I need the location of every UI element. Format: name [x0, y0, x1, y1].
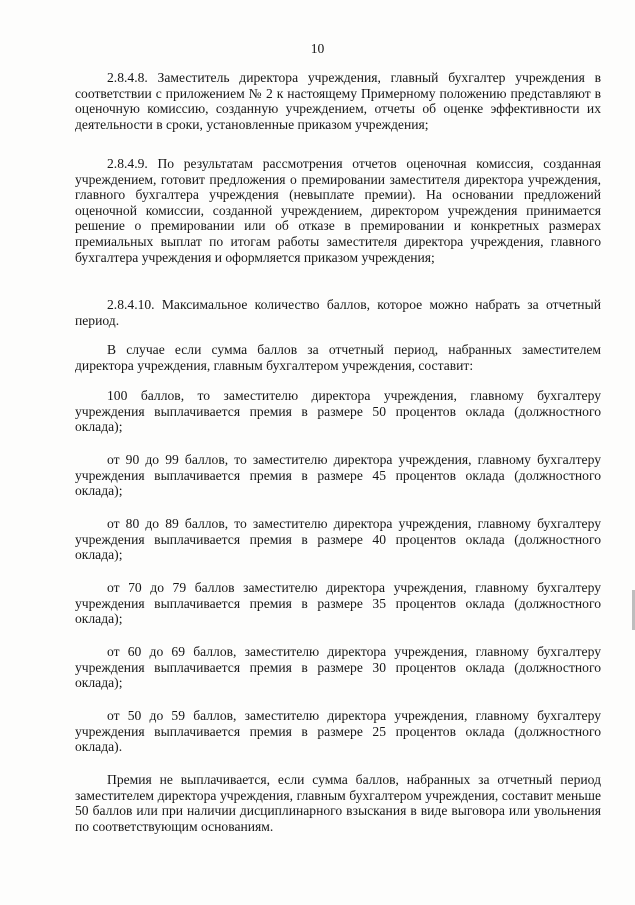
paragraph-score-80-89: от 80 до 89 баллов, то заместителю директора учреждения, главному бухгалтеру учреждения выплачивается премия в размере 40 процентов оклада (должностного оклада);	[75, 516, 601, 563]
page-number: 10	[310, 41, 325, 56]
paragraph-score-100: 100 баллов, то заместителю директора учреждения, главному бухгалтеру учреждения выплачивается премия в размере 50 процентов оклада (должностного оклада);	[75, 388, 601, 435]
paragraph-2-8-4-8: 2.8.4.8. Заместитель директора учреждения, главный бухгалтер учреждения в соответствии с приложением № 2 к настоящему Примерному положению представляют в оценочную комиссию, созданную учреждением, отчеты об оценке эффективности их деятельности в сроки, установленные приказом учреждения;	[75, 70, 601, 132]
paragraph-score-50-59: от 50 до 59 баллов, заместителю директора учреждения, главному бухгалтеру учреждения выплачивается премия в размере 25 процентов оклада (должностного оклада).	[75, 708, 601, 755]
paragraph-score-70-79: от 70 до 79 баллов заместителю директора учреждения, главному бухгалтеру учреждения выплачивается премия в размере 35 процентов оклада (должностного оклада);	[75, 580, 601, 627]
paragraph-2-8-4-9: 2.8.4.9. По результатам рассмотрения отчетов оценочная комиссия, созданная учреждением, готовит предложения о премировании заместителя директора учреждения, главного бухгалтера учреждения (невыплате премии). На основании предложений оценочной комиссии, созданной учреждением, директором учреждения принимается решение о премировании или об отказе в премировании и конкретных размерах премиальных выплат по итогам работы заместителя директора учреждения, главного бухгалтера учреждения и оформляется приказом учреждения;	[75, 156, 601, 265]
paragraph-2-8-4-10: 2.8.4.10. Максимальное количество баллов, которое можно набрать за отчетный период.	[75, 297, 601, 328]
paragraph-no-bonus: Премия не выплачивается, если сумма баллов, набранных за отчетный период заместителем директора учреждения, главным бухгалтером учреждения, составит меньше 50 баллов или при наличии дисциплинарного взыскания в виде выговора или увольнения по соответствующим основаниям.	[75, 772, 601, 834]
paragraph-score-60-69: от 60 до 69 баллов, заместителю директора учреждения, главному бухгалтеру учреждения выплачивается премия в размере 30 процентов оклада (должностного оклада);	[75, 644, 601, 691]
paragraph-score-intro: В случае если сумма баллов за отчетный период, набранных заместителем директора учреждения, главным бухгалтером учреждения, составит:	[75, 342, 601, 373]
paragraph-score-90-99: от 90 до 99 баллов, то заместителю директора учреждения, главному бухгалтеру учреждения выплачивается премия в размере 45 процентов оклада (должностного оклада);	[75, 452, 601, 499]
